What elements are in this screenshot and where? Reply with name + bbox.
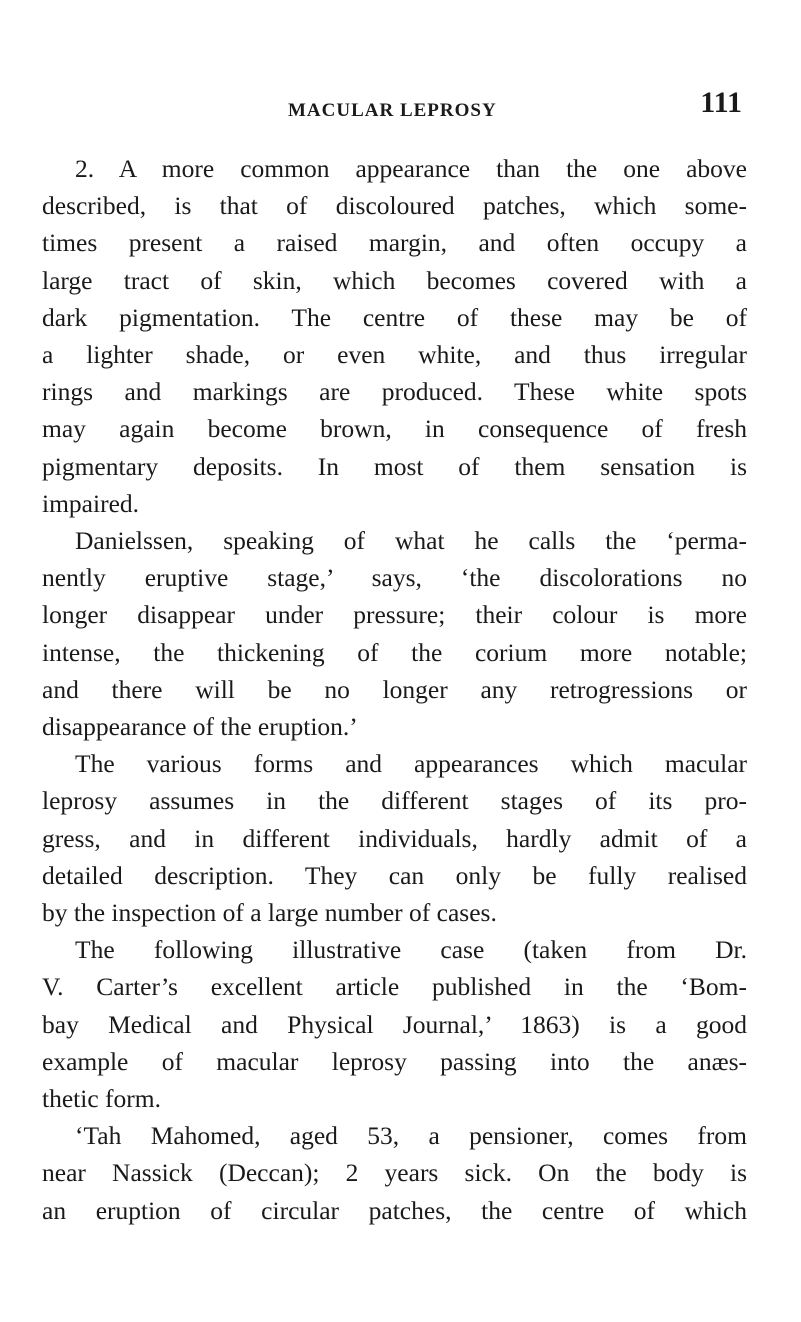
text-line: V. Carter’s excellent article published in the ‘Bom- [42, 972, 747, 1002]
text-line: detailed description. They can only be fully realised [42, 860, 747, 890]
text-line: disappearance of the eruption.’ [42, 712, 358, 742]
text-line: thetic form. [42, 1084, 161, 1114]
paragraph [42, 931, 747, 1117]
text-line: a lighter shade, or even white, and thus irregular [42, 340, 747, 370]
text-line: rings and markings are produced. These white spots [42, 377, 747, 407]
text-line: Danielssen, speaking of what he calls the ‘perma- [75, 526, 747, 556]
running-head [42, 86, 747, 126]
text-line: pigmentary deposits. In most of them sensation is [42, 451, 747, 481]
text-line: times present a raised margin, and often occupy a [42, 228, 747, 258]
text-line: bay Medical and Physical Journal,’ 1863) is a good [42, 1009, 747, 1039]
text-line: The various forms and appearances which macular [75, 749, 747, 779]
book-page [42, 86, 747, 1229]
text-line: example of macular leprosy passing into the anæs- [42, 1046, 747, 1076]
page-number: 111 [700, 86, 742, 119]
text-line: ‘Tah Mahomed, aged 53, a pensioner, comes from [75, 1121, 747, 1151]
text-line: gress, and in different individuals, hardly admit of a [42, 823, 747, 853]
text-line: described, is that of discoloured patches, which some- [42, 191, 747, 221]
text-line: intense, the thickening of the corium more notable; [42, 637, 747, 667]
text-line: 2. A more common appearance than the one above [75, 154, 747, 183]
text-line: and there will be no longer any retrogressions or [42, 674, 747, 704]
text-line: longer disappear under pressure; their colour is more [42, 600, 747, 630]
text-line: nently eruptive stage,’ says, ‘the discolorations no [42, 563, 747, 593]
paragraph [42, 745, 747, 931]
text-line: The following illustrative case (taken from Dr. [75, 935, 747, 965]
body-text [42, 150, 747, 1229]
paragraph [42, 150, 747, 522]
text-line: leprosy assumes in the different stages of its pro- [42, 786, 747, 816]
text-line: impaired. [42, 488, 140, 518]
text-line: dark pigmentation. The centre of these may be of [42, 302, 747, 332]
text-line: large tract of skin, which becomes covered with a [42, 265, 747, 295]
text-line: near Nassick (Deccan); 2 years sick. On the body is [42, 1158, 747, 1188]
text-line: may again become brown, in consequence of fresh [42, 414, 747, 444]
paragraph [42, 522, 747, 745]
text-line: by the inspection of a large number of cases. [42, 898, 497, 928]
text-line: an eruption of circular patches, the centre of which [42, 1195, 747, 1225]
running-title: MACULAR LEPROSY [288, 100, 497, 121]
paragraph [42, 1117, 747, 1229]
